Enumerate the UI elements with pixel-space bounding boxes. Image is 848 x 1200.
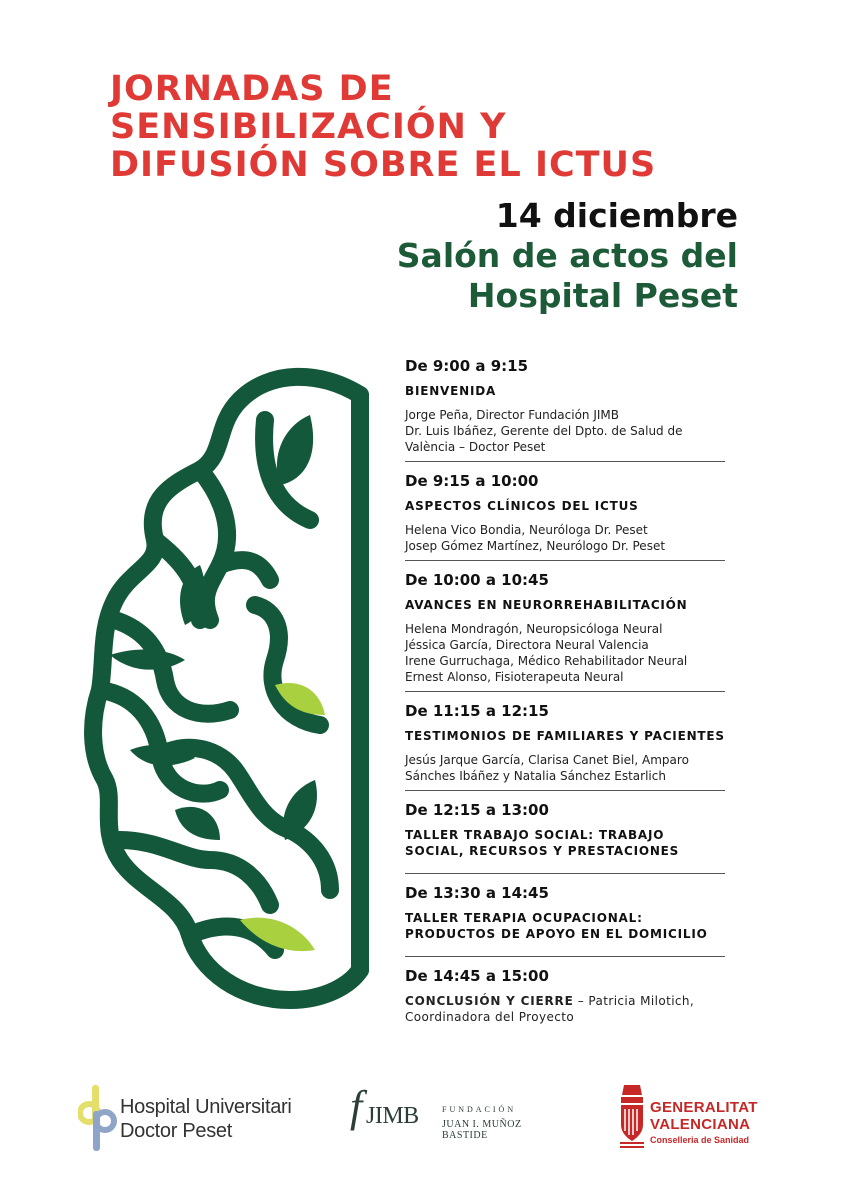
slot-speaker: Dr. Luis Ibáñez, Gerente del Dpto. de Salud de València – Doctor Peset <box>405 424 683 454</box>
slot-heading: TALLER TERAPIA OCUPACIONAL: PRODUCTOS DE APOYO EN EL DOMICILIO <box>405 911 708 941</box>
schedule-slot-4 <box>405 702 725 791</box>
slot-heading: AVANCES EN NEURORREHABILITACIÓN <box>405 598 688 612</box>
schedule-slot-6 <box>405 884 725 957</box>
hospital-line-1: Hospital Universitari <box>120 1096 292 1118</box>
generalitat-valenciana-logo <box>618 1083 778 1153</box>
jimb-fundacion: FUNDACIÓN <box>442 1105 517 1114</box>
schedule-slot-closing <box>405 967 725 1031</box>
jimb-name: JIMB <box>366 1103 419 1129</box>
schedule-slot-2 <box>405 472 725 561</box>
slot-time: De 9:15 a 10:00 <box>405 472 539 490</box>
event-title: JORNADAS DE SENSIBILIZACIÓN Y DIFUSIÓN SOBRE EL ICTUS <box>110 69 657 185</box>
closing-heading: CONCLUSIÓN Y CIERRE <box>405 994 574 1008</box>
hospital-name <box>120 1095 292 1143</box>
jimb-f-mark: f <box>350 1082 363 1131</box>
event-venue: Salón de actos del Hospital Peset <box>396 236 738 315</box>
hospital-dp-icon <box>78 1083 118 1153</box>
slot-time: De 9:00 a 9:15 <box>405 357 529 375</box>
slot-time: De 14:45 a 15:00 <box>405 967 549 985</box>
conselleria-name: Conselleria de Sanidad <box>650 1135 750 1145</box>
closing-text <box>405 993 725 1025</box>
slot-speaker: Helena Mondragón, Neuropsicóloga Neural <box>405 622 663 636</box>
slot-heading: ASPECTOS CLÍNICOS DEL ICTUS <box>405 499 639 513</box>
slot-speaker: Jéssica García, Directora Neural Valencia <box>405 638 649 652</box>
jimb-fullname: JUAN I. MUÑOZ BASTIDE <box>442 1119 522 1141</box>
slot-speaker: Jorge Peña, Director Fundación JIMB <box>405 408 620 422</box>
slot-time: De 13:30 a 14:45 <box>405 884 549 902</box>
slot-heading: TESTIMONIOS DE FAMILIARES Y PACIENTES <box>405 729 725 743</box>
event-date: 14 diciembre <box>495 196 738 235</box>
slot-speaker: Helena Vico Bondia, Neuróloga Dr. Peset <box>405 523 648 537</box>
hospital-line-2: Doctor Peset <box>120 1120 233 1142</box>
brain-illustration-icon <box>60 360 370 1020</box>
generalitat-line-2: VALENCIANA <box>650 1116 751 1133</box>
slot-speaker: Ernest Alonso, Fisioterapeuta Neural <box>405 670 624 684</box>
fundacion-jimb-logo <box>350 1083 570 1153</box>
schedule-slot-3 <box>405 571 725 692</box>
slot-heading: TALLER TRABAJO SOCIAL: TRABAJO SOCIAL, RECURSOS Y PRESTACIONES <box>405 828 680 858</box>
schedule-list <box>405 357 725 1041</box>
generalitat-name <box>650 1099 758 1133</box>
slot-speaker: Josep Gómez Martínez, Neurólogo Dr. Peset <box>405 539 666 553</box>
slot-speaker: Jesús Jarque García, Clarisa Canet Biel, Amparo Sánches Ibáñez y Natalia Sánchez Estarlich <box>405 753 689 783</box>
generalitat-line-1: GENERALITAT <box>650 1099 758 1116</box>
schedule-slot-5 <box>405 801 725 874</box>
schedule-slot-1 <box>405 357 725 462</box>
generalitat-crest-icon <box>618 1083 646 1149</box>
slot-time: De 11:15 a 12:15 <box>405 702 549 720</box>
slot-heading: BIENVENIDA <box>405 384 497 398</box>
sponsor-logos <box>0 1075 848 1165</box>
hospital-peset-logo <box>78 1083 298 1153</box>
slot-time: De 10:00 a 10:45 <box>405 571 549 589</box>
closing-speaker: – Patricia Milotich, Coordinadora del Proyecto <box>405 994 695 1024</box>
slot-time: De 12:15 a 13:00 <box>405 801 549 819</box>
slot-speaker: Irene Gurruchaga, Médico Rehabilitador Neural <box>405 654 688 668</box>
